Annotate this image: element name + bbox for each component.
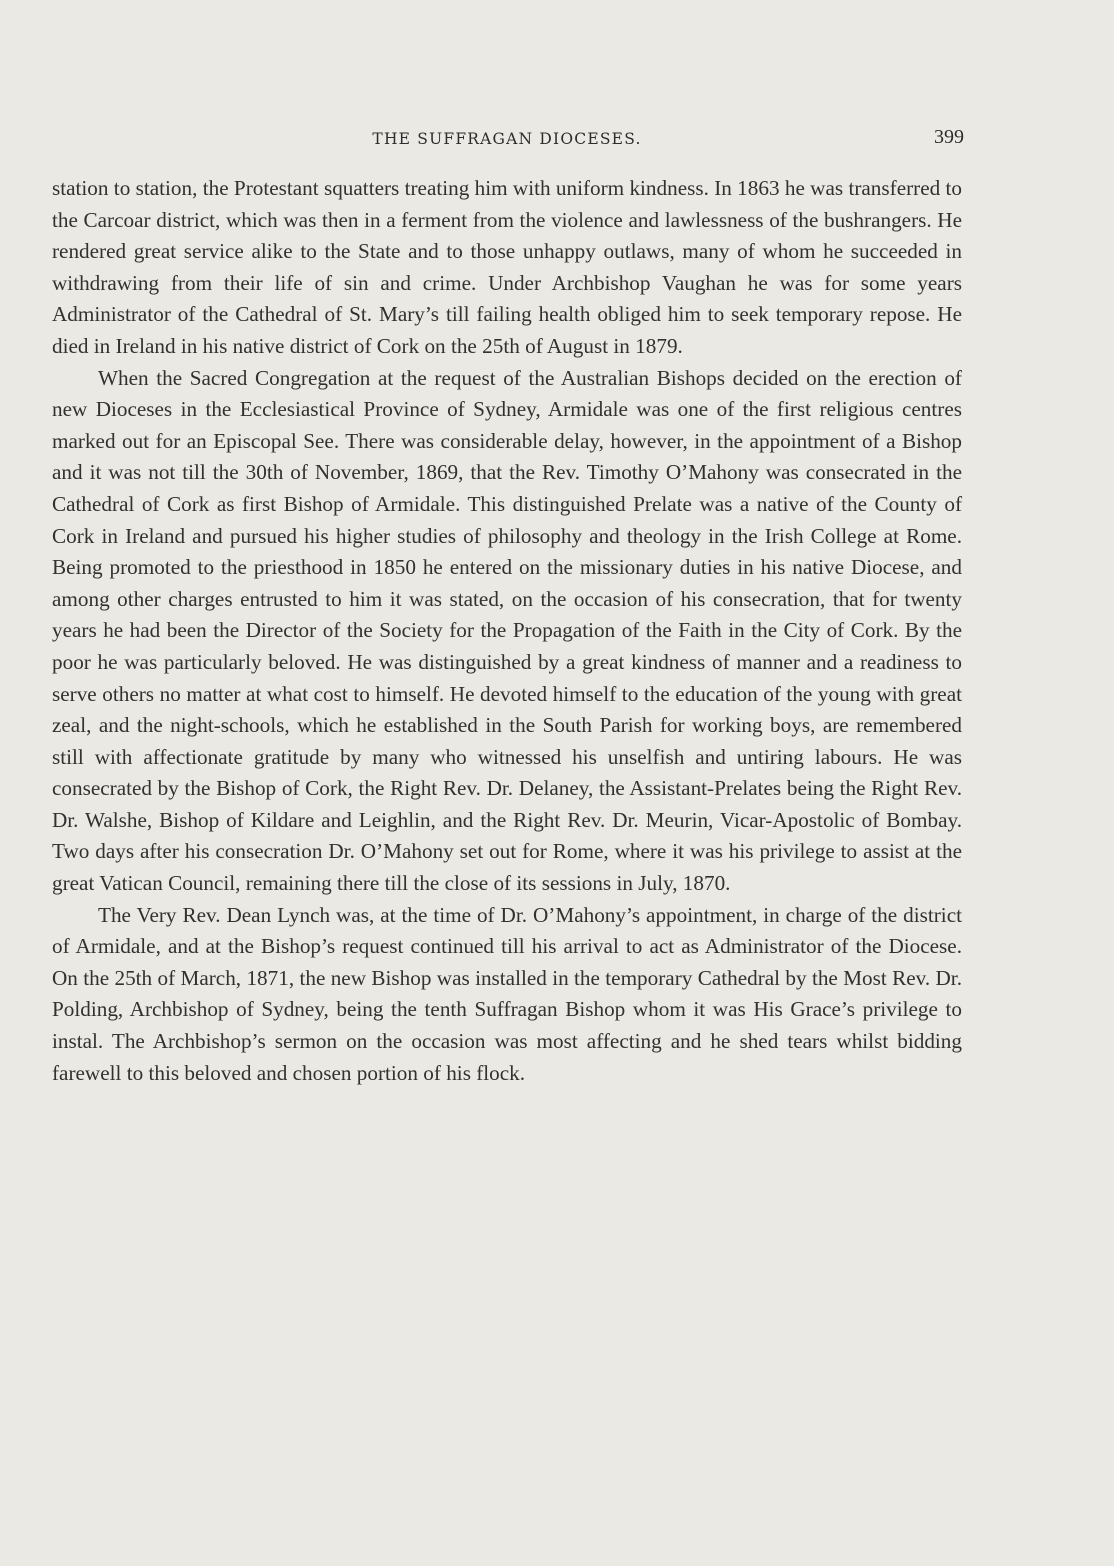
running-title: THE SUFFRAGAN DIOCESES.: [372, 130, 642, 148]
page-number: 399: [934, 126, 964, 148]
paragraph-armidale-diocese: When the Sacred Congregation at the request of the Australian Bishops decided on the erection of new Dioceses in the Ecclesiastical Province of Sydney, Armidale was one of the first religious centres marked out for an Episcopal See. There was considerable delay, however, in the appointment of a Bishop and it was not till the 30th of November, 1869, that the Rev. Timothy O’Mahony was consecrated in the Cathedral of Cork as first Bishop of Armidale. This distinguished Prelate was a native of the County of Cork in Ireland and pursued his higher studies of philosophy and theology in the Irish College at Rome. Being promoted to the priesthood in 1850 he entered on the missionary duties in his native Diocese, and among other charges entrusted to him it was stated, on the occasion of his consecration, that for twenty years he had been the Director of the Society for the Propagation of the Faith in the City of Cork. By the poor he was particularly beloved. He was distinguished by a great kindness of manner and a readiness to serve others no matter at what cost to himself. He devoted himself to the education of the young with great zeal, and the night-schools, which he established in the South Parish for working boys, are remembered still with affectionate gratitude by many who witnessed his unselfish and untiring labours. He was consecrated by the Bishop of Cork, the Right Rev. Dr. Delaney, the Assistant-Prelates being the Right Rev. Dr. Walshe, Bishop of Kildare and Leighlin, and the Right Rev. Dr. Meurin, Vicar-Apostolic of Bombay. Two days after his consecration Dr. O’Mahony set out for Rome, where it was his privilege to assist at the great Vatican Council, remaining there till the close of its sessions in July, 1870.: [52, 365, 962, 896]
paragraph-continuation: station to station, the Protestant squatters treating him with uniform kindness. In 1863 he was transferred to the Carcoar district, which was then in a ferment from the violence and lawlessness of the bushrangers. He rendered great service alike to the State and to those unhappy outlaws, many of whom he succeeded in withdrawing from their life of sin and crime. Under Archbishop Vaughan he was for some years Administrator of the Cathedral of St. Mary’s till failing health obliged him to seek temporary repose. He died in Ireland in his native district of Cork on the 25th of August in 1879.: [52, 176, 962, 358]
page-header: [50, 126, 964, 156]
body-text: [52, 173, 962, 1089]
paragraph-dean-lynch: The Very Rev. Dean Lynch was, at the time of Dr. O’Mahony’s appointment, in charge of the district of Armidale, and at the Bishop’s request continued till his arrival to act as Administrator of the Diocese. On the 25th of March, 1871, the new Bishop was installed in the temporary Cathedral by the Most Rev. Dr. Polding, Archbishop of Sydney, being the tenth Suffragan Bishop whom it was His Grace’s privilege to instal. The Archbishop’s sermon on the occasion was most affecting and he shed tears whilst bidding farewell to this beloved and chosen portion of his flock.: [52, 902, 962, 1085]
